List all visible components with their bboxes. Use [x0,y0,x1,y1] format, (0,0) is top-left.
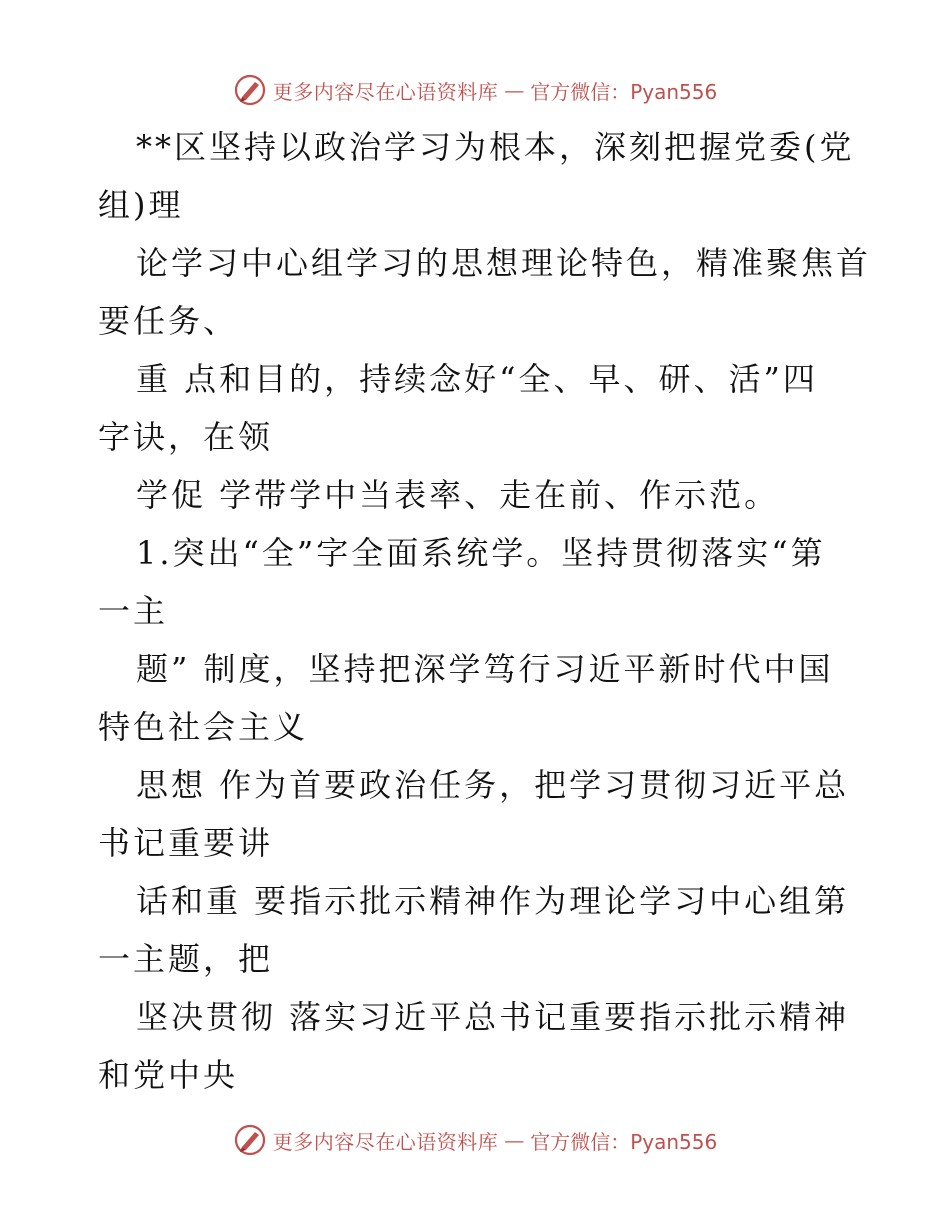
text-line: 话和重 要指示批示精神作为理论学习中心组第 [136,882,850,920]
watermark-separator: — [504,78,525,102]
footer-watermark [0,1120,950,1160]
text-line: 一主题，把 [98,940,274,978]
header-watermark [0,70,950,110]
text-line: **区坚持以政治学习为根本，深刻把握党委(党 [136,128,855,166]
watermark-wechat: 官方微信：Pyan556 [530,79,718,104]
text-line: 论学习中心组学习的思想理论特色，精准聚焦首 [136,244,872,282]
text-line: 字诀，在领 [98,418,274,456]
text-line: 要任务、 [98,302,239,340]
watermark-text: 更多内容尽在心语资料库 [272,1129,499,1154]
watermark-separator: — [504,1128,525,1152]
text-line: 书记重要讲 [98,824,274,862]
pen-logo-icon [233,1123,267,1157]
text-line: 题” 制度，坚持把深学笃行习近平新时代中国 [136,650,834,688]
text-line: 一主 [98,592,169,630]
pen-logo-icon [233,73,267,107]
text-line: 和党中央 [98,1056,239,1094]
text-line: 组)理 [98,186,184,224]
watermark-text: 更多内容尽在心语资料库 [272,79,499,104]
text-line: 重 点和目的，持续念好“全、早、研、活”四 [136,360,818,398]
text-line: 思想 作为首要政治任务，把学习贯彻习近平总 [136,766,850,804]
document-body [98,118,872,1104]
watermark-wechat: 官方微信：Pyan556 [530,1129,718,1154]
text-line: 学促 学带学中当表率、走在前、作示范。 [136,476,780,514]
text-line: 1.突出“全”字全面系统学。坚持贯彻落实“第 [136,534,826,572]
text-line: 坚决贯彻 落实习近平总书记重要指示批示精神 [136,998,850,1036]
text-line: 特色社会主义 [98,708,309,746]
